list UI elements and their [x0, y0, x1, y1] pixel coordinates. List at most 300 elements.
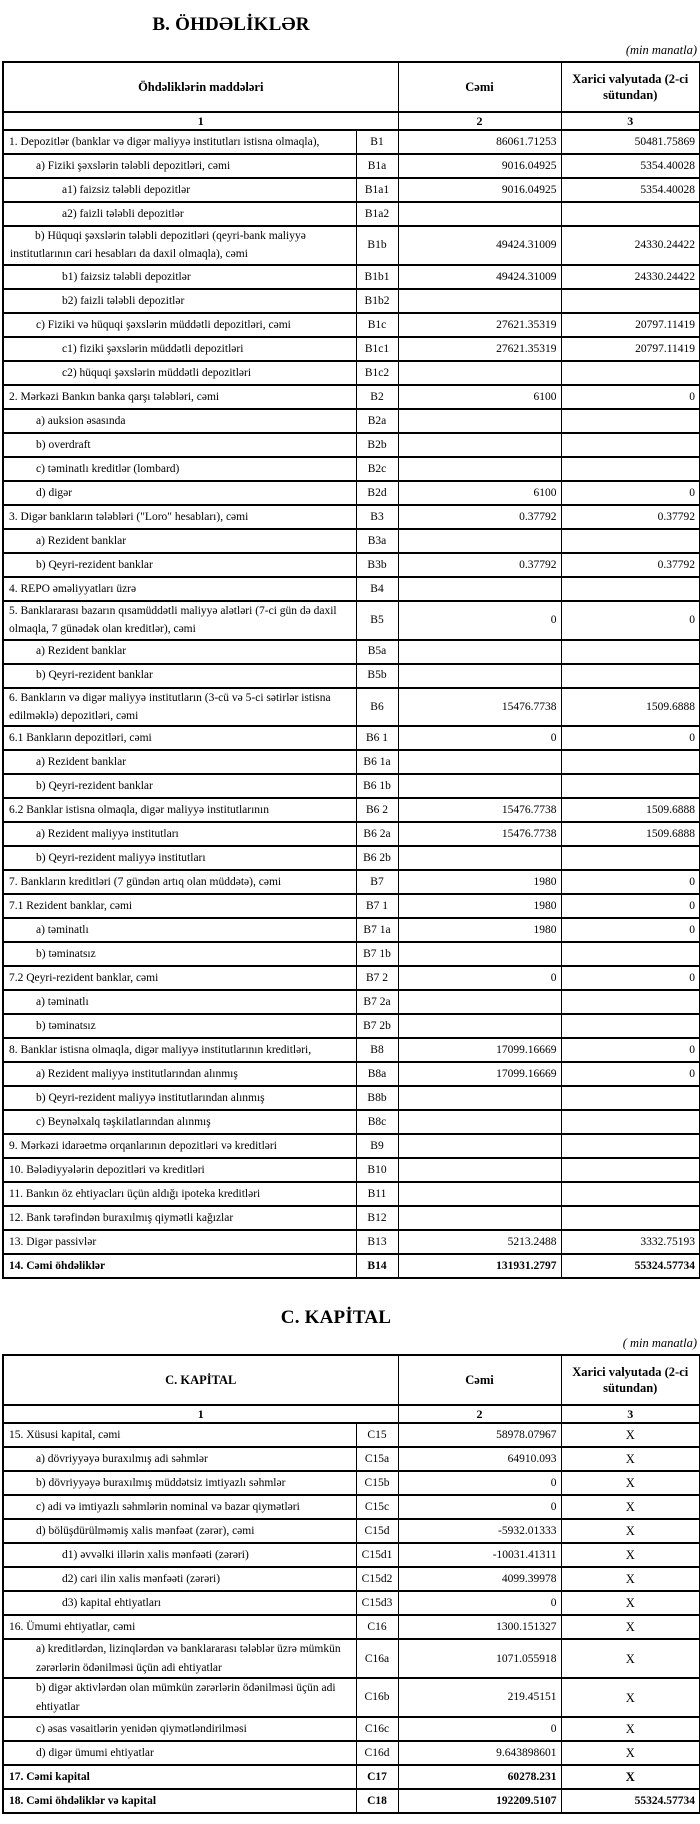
section-b-unit-note: (min manatla)	[625, 43, 697, 57]
row-fx-value	[561, 1110, 700, 1134]
table-row	[3, 313, 700, 337]
table-row	[3, 1230, 700, 1254]
row-total-value: 86061.71253	[398, 130, 561, 154]
row-code: C15b	[356, 1471, 398, 1495]
capital-fx-column-header: Xarici valyutada (2-ci sütundan)	[561, 1355, 700, 1405]
row-label: b) digər aktivlərdən olan mümkün zərərlərin ödənilməsi üçün adi ehtiyatlar	[3, 1678, 356, 1717]
row-fx-value: X	[561, 1591, 700, 1615]
row-fx-value: 55324.57734	[561, 1789, 700, 1813]
table-row	[3, 750, 700, 774]
row-fx-value: 5354.40028	[561, 154, 700, 178]
row-label: b1) faizsiz tələbli depozitlər	[3, 265, 356, 289]
table-row	[3, 1519, 700, 1543]
row-fx-value: 0	[561, 894, 700, 918]
row-code: B6 2	[356, 798, 398, 822]
row-fx-value: X	[561, 1495, 700, 1519]
row-fx-value: 0	[561, 481, 700, 505]
row-total-value	[398, 457, 561, 481]
row-fx-value: 1509.6888	[561, 822, 700, 846]
row-total-value	[398, 1206, 561, 1230]
row-label: 8. Banklar istisna olmaqla, digər maliyyə institutlarının kreditləri,	[3, 1038, 356, 1062]
row-fx-value	[561, 640, 700, 664]
row-label: a1) faizsiz tələbli depozitlər	[3, 178, 356, 202]
row-fx-value: 5354.40028	[561, 178, 700, 202]
row-fx-value: 3332.75193	[561, 1230, 700, 1254]
liabilities-total-column-header: Cəmi	[398, 62, 561, 112]
row-code: B7 1a	[356, 918, 398, 942]
row-code: C18	[356, 1789, 398, 1813]
table-row	[3, 1543, 700, 1567]
row-total-value	[398, 664, 561, 688]
capital-total-column-header: Cəmi	[398, 1355, 561, 1405]
row-fx-value: 20797.11419	[561, 337, 700, 361]
row-code: B5a	[356, 640, 398, 664]
row-label: c) əsas vəsaitlərin yenidən qiymətləndirilməsi	[3, 1717, 356, 1741]
liabilities-table-head	[3, 62, 700, 130]
row-code: B8	[356, 1038, 398, 1062]
row-fx-value: X	[561, 1639, 700, 1678]
row-code: C15	[356, 1423, 398, 1447]
row-code: B8b	[356, 1086, 398, 1110]
row-total-value	[398, 529, 561, 553]
row-label: a) dövriyyəyə buraxılmış adi səhmlər	[3, 1447, 356, 1471]
row-total-value	[398, 774, 561, 798]
row-label: 10. Bələdiyyələrin depozitləri və kreditləri	[3, 1158, 356, 1182]
row-total-value	[398, 361, 561, 385]
row-total-value: 1300.151327	[398, 1615, 561, 1639]
row-label: b) Qeyri-rezident maliyyə institutları	[3, 846, 356, 870]
table-row	[3, 1567, 700, 1591]
table-row	[3, 1495, 700, 1519]
row-label: a) Rezident banklar	[3, 750, 356, 774]
table-row	[3, 1423, 700, 1447]
row-code: C17	[356, 1765, 398, 1789]
row-total-value: 6100	[398, 481, 561, 505]
row-label: b2) faizli tələbli depozitlər	[3, 289, 356, 313]
row-fx-value	[561, 289, 700, 313]
row-label: d1) əvvəlki illərin xalis mənfəəti (zərəri)	[3, 1543, 356, 1567]
table-row	[3, 1471, 700, 1495]
row-code: C15d3	[356, 1591, 398, 1615]
table-row	[3, 505, 700, 529]
row-label: b) təminatsız	[3, 1014, 356, 1038]
row-label: 6.2 Banklar istisna olmaqla, digər maliyyə institutlarının	[3, 798, 356, 822]
row-code: B2a	[356, 409, 398, 433]
liabilities-fx-column-header: Xarici valyutada (2-ci sütundan)	[561, 62, 700, 112]
column-number-2: 2	[398, 1405, 561, 1423]
row-fx-value	[561, 846, 700, 870]
row-label: 5. Banklararası bazarın qısamüddətli maliyyə alətləri (7-ci gün də daxil olmaqla, 7 günədək olan kreditlər), cəmi	[3, 601, 356, 640]
row-total-value	[398, 1014, 561, 1038]
row-fx-value	[561, 664, 700, 688]
liabilities-table	[2, 61, 700, 1279]
row-total-value: 0	[398, 1471, 561, 1495]
row-total-value	[398, 1182, 561, 1206]
row-label: 14. Cəmi öhdəliklər	[3, 1254, 356, 1278]
row-fx-value: 1509.6888	[561, 688, 700, 727]
table-row	[3, 798, 700, 822]
liabilities-items-column-header: Öhdəliklərin maddələri	[3, 62, 398, 112]
row-code: B6 1	[356, 726, 398, 750]
row-total-value: 192209.5107	[398, 1789, 561, 1813]
table-row	[3, 688, 700, 727]
row-label: c) təminatlı kreditlər (lombard)	[3, 457, 356, 481]
capital-column-number-row	[3, 1405, 700, 1423]
row-total-value: 9.643898601	[398, 1741, 561, 1765]
row-label: 16. Ümumi ehtiyatlar, cəmi	[3, 1615, 356, 1639]
row-code: C15d2	[356, 1567, 398, 1591]
table-row	[3, 1110, 700, 1134]
row-total-value	[398, 750, 561, 774]
row-label: d) digər ümumi ehtiyatlar	[3, 1741, 356, 1765]
row-label: a) kreditlərdən, lizinqlərdən və banklararası tələblər üzrə mümkün zərərlərin ödənilməsi üçün adi ehtiyatlar	[3, 1639, 356, 1678]
row-fx-value: X	[561, 1543, 700, 1567]
row-total-value: 49424.31009	[398, 265, 561, 289]
row-label: b) təminatsız	[3, 942, 356, 966]
row-code: B7 1	[356, 894, 398, 918]
table-row	[3, 289, 700, 313]
row-total-value	[398, 289, 561, 313]
row-label: 6. Bankların və digər maliyyə institutların (3-cü və 5-ci sətirlər istisna edilməklə) depozitləri, cəmi	[3, 688, 356, 727]
row-label: 4. REPO əməliyyatları üzrə	[3, 577, 356, 601]
row-total-value: 15476.7738	[398, 798, 561, 822]
row-code: B5	[356, 601, 398, 640]
row-label: a) təminatlı	[3, 918, 356, 942]
row-label: 2. Mərkəzi Bankın banka qarşı tələbləri, cəmi	[3, 385, 356, 409]
row-total-value: 4099.39978	[398, 1567, 561, 1591]
row-fx-value: 0	[561, 918, 700, 942]
section-c-unit-note: ( min manatla)	[622, 1336, 697, 1351]
table-row	[3, 640, 700, 664]
table-row	[3, 577, 700, 601]
row-fx-value: 0	[561, 1062, 700, 1086]
row-fx-value: 55324.57734	[561, 1254, 700, 1278]
row-code: B3a	[356, 529, 398, 553]
row-fx-value	[561, 774, 700, 798]
row-label: b) Qeyri-rezident maliyyə institutlarından alınmış	[3, 1086, 356, 1110]
row-code: B7 2a	[356, 990, 398, 1014]
row-total-value	[398, 433, 561, 457]
row-total-value: 1980	[398, 870, 561, 894]
row-fx-value: X	[561, 1615, 700, 1639]
row-code: B6	[356, 688, 398, 727]
column-number-1: 1	[3, 1405, 398, 1423]
row-code: B1b2	[356, 289, 398, 313]
column-number-2: 2	[398, 112, 561, 130]
row-label: b) Qeyri-rezident banklar	[3, 774, 356, 798]
row-total-value	[398, 990, 561, 1014]
table-row	[3, 337, 700, 361]
row-code: C15c	[356, 1495, 398, 1519]
row-code: B1a	[356, 154, 398, 178]
table-row	[3, 202, 700, 226]
table-row	[3, 1014, 700, 1038]
row-fx-value: X	[561, 1519, 700, 1543]
row-total-value	[398, 640, 561, 664]
table-row	[3, 457, 700, 481]
row-total-value: 17099.16669	[398, 1038, 561, 1062]
column-number-3: 3	[561, 1405, 700, 1423]
row-total-value: 64910.093	[398, 1447, 561, 1471]
row-code: B4	[356, 577, 398, 601]
row-total-value: 0	[398, 726, 561, 750]
row-fx-value: X	[561, 1567, 700, 1591]
row-code: B6 1b	[356, 774, 398, 798]
row-code: C15d1	[356, 1543, 398, 1567]
row-fx-value	[561, 577, 700, 601]
capital-items-column-header: C. KAPİTAL	[3, 1355, 398, 1405]
row-total-value: 60278.231	[398, 1765, 561, 1789]
table-row	[3, 966, 700, 990]
table-row	[3, 918, 700, 942]
table-row	[3, 226, 700, 265]
liabilities-column-number-row	[3, 112, 700, 130]
row-code: B2c	[356, 457, 398, 481]
section-b-title: B. ÖHDƏLİKLƏR	[152, 14, 310, 35]
row-total-value: 131931.2797	[398, 1254, 561, 1278]
row-fx-value	[561, 433, 700, 457]
row-code: B3b	[356, 553, 398, 577]
row-label: 6.1 Bankların depozitləri, cəmi	[3, 726, 356, 750]
row-fx-value	[561, 1158, 700, 1182]
row-total-value	[398, 1110, 561, 1134]
row-fx-value: X	[561, 1765, 700, 1789]
row-label: a) Rezident banklar	[3, 640, 356, 664]
row-fx-value: 24330.24422	[561, 265, 700, 289]
table-row	[3, 894, 700, 918]
row-label: b) overdraft	[3, 433, 356, 457]
row-fx-value	[561, 457, 700, 481]
row-label: b) Qeyri-rezident banklar	[3, 664, 356, 688]
row-total-value: 0	[398, 1591, 561, 1615]
row-total-value: 0	[398, 1717, 561, 1741]
row-total-value	[398, 409, 561, 433]
row-total-value	[398, 1158, 561, 1182]
table-row	[3, 1182, 700, 1206]
row-total-value: 9016.04925	[398, 178, 561, 202]
table-row	[3, 1254, 700, 1278]
row-label: 1. Depozitlər (banklar və digər maliyyə institutları istisna olmaqla),	[3, 130, 356, 154]
table-row	[3, 385, 700, 409]
capital-table-head	[3, 1355, 700, 1423]
row-fx-value	[561, 990, 700, 1014]
table-row	[3, 726, 700, 750]
row-code: B1c2	[356, 361, 398, 385]
row-fx-value: 0	[561, 966, 700, 990]
table-row	[3, 178, 700, 202]
row-fx-value: X	[561, 1678, 700, 1717]
row-total-value: 1071.055918	[398, 1639, 561, 1678]
row-code: B3	[356, 505, 398, 529]
row-total-value: 6100	[398, 385, 561, 409]
row-total-value: 27621.35319	[398, 313, 561, 337]
row-label: a2) faizli tələbli depozitlər	[3, 202, 356, 226]
table-row	[3, 1741, 700, 1765]
row-fx-value: X	[561, 1447, 700, 1471]
table-row	[3, 1062, 700, 1086]
table-row	[3, 1206, 700, 1230]
row-total-value: 15476.7738	[398, 822, 561, 846]
row-label: d) digər	[3, 481, 356, 505]
row-fx-value: X	[561, 1471, 700, 1495]
row-fx-value	[561, 1182, 700, 1206]
table-row	[3, 1086, 700, 1110]
row-code: C16	[356, 1615, 398, 1639]
row-label: a) auksion əsasında	[3, 409, 356, 433]
row-total-value: -5932.01333	[398, 1519, 561, 1543]
table-row	[3, 664, 700, 688]
row-label: a) Rezident maliyyə institutları	[3, 822, 356, 846]
row-label: c) adi və imtiyazlı səhmlərin nominal və bazar qiymətləri	[3, 1495, 356, 1519]
row-fx-value: X	[561, 1741, 700, 1765]
table-row	[3, 154, 700, 178]
row-code: B9	[356, 1134, 398, 1158]
row-label: 12. Bank tərəfindən buraxılmış qiymətli kağızlar	[3, 1206, 356, 1230]
row-code: B6 2a	[356, 822, 398, 846]
table-row	[3, 1158, 700, 1182]
row-fx-value	[561, 1206, 700, 1230]
table-row	[3, 409, 700, 433]
row-total-value	[398, 202, 561, 226]
table-row	[3, 265, 700, 289]
table-row	[3, 130, 700, 154]
row-code: B10	[356, 1158, 398, 1182]
row-code: B6 1a	[356, 750, 398, 774]
row-code: B14	[356, 1254, 398, 1278]
table-row	[3, 1615, 700, 1639]
row-total-value: 1980	[398, 918, 561, 942]
row-code: B5b	[356, 664, 398, 688]
liabilities-table-body	[3, 130, 700, 1278]
row-code: B1a1	[356, 178, 398, 202]
row-total-value: 9016.04925	[398, 154, 561, 178]
table-row	[3, 990, 700, 1014]
row-label: 9. Mərkəzi idarəetmə orqanlarının depozitləri və kreditləri	[3, 1134, 356, 1158]
row-code: C16a	[356, 1639, 398, 1678]
row-label: a) Rezident banklar	[3, 529, 356, 553]
row-code: C15d	[356, 1519, 398, 1543]
table-row	[3, 1639, 700, 1678]
row-total-value: 27621.35319	[398, 337, 561, 361]
row-code: B11	[356, 1182, 398, 1206]
row-code: B7 2	[356, 966, 398, 990]
table-row	[3, 822, 700, 846]
row-label: b) Hüquqi şəxslərin tələbli depozitləri (qeyri-bank maliyyə institutlarının cari hesabları da daxil olmaqla), cəmi	[3, 226, 356, 265]
row-fx-value	[561, 1134, 700, 1158]
row-fx-value	[561, 409, 700, 433]
row-label: 17. Cəmi kapital	[3, 1765, 356, 1789]
row-label: d) bölüşdürülməmiş xalis mənfəət (zərər), cəmi	[3, 1519, 356, 1543]
table-row	[3, 1765, 700, 1789]
row-label: a) təminatlı	[3, 990, 356, 1014]
table-row	[3, 1134, 700, 1158]
row-code: B13	[356, 1230, 398, 1254]
row-total-value	[398, 846, 561, 870]
row-fx-value	[561, 361, 700, 385]
row-fx-value	[561, 750, 700, 774]
column-number-3: 3	[561, 112, 700, 130]
capital-table	[2, 1354, 700, 1814]
row-code: B1b1	[356, 265, 398, 289]
row-total-value: 0	[398, 1495, 561, 1519]
row-total-value	[398, 577, 561, 601]
row-code: B6 2b	[356, 846, 398, 870]
row-code: C16d	[356, 1741, 398, 1765]
row-code: B8c	[356, 1110, 398, 1134]
row-fx-value	[561, 942, 700, 966]
row-code: B2d	[356, 481, 398, 505]
row-label: b) dövriyyəyə buraxılmış müddətsiz imtiyazlı səhmlər	[3, 1471, 356, 1495]
row-code: B2	[356, 385, 398, 409]
row-label: a) Rezident maliyyə institutlarından alınmış	[3, 1062, 356, 1086]
row-fx-value: 20797.11419	[561, 313, 700, 337]
table-row	[3, 601, 700, 640]
row-code: B7 2b	[356, 1014, 398, 1038]
table-row	[3, 361, 700, 385]
row-fx-value: 1509.6888	[561, 798, 700, 822]
row-label: 11. Bankın öz ehtiyacları üçün aldığı ipoteka kreditləri	[3, 1182, 356, 1206]
table-row	[3, 1038, 700, 1062]
row-code: B1a2	[356, 202, 398, 226]
capital-header-row	[3, 1355, 700, 1405]
row-fx-value: 24330.24422	[561, 226, 700, 265]
row-fx-value	[561, 1086, 700, 1110]
row-label: c) Fiziki və hüquqi şəxslərin müddətli depozitləri, cəmi	[3, 313, 356, 337]
row-code: C15a	[356, 1447, 398, 1471]
row-label: 7. Bankların kreditləri (7 gündən artıq olan müddətə), cəmi	[3, 870, 356, 894]
row-total-value	[398, 1134, 561, 1158]
row-label: c) Beynəlxalq təşkilatlarından alınmış	[3, 1110, 356, 1134]
table-row	[3, 846, 700, 870]
row-fx-value: 0	[561, 1038, 700, 1062]
row-total-value: 1980	[398, 894, 561, 918]
row-fx-value: 0	[561, 385, 700, 409]
row-total-value: 17099.16669	[398, 1062, 561, 1086]
table-row	[3, 553, 700, 577]
row-fx-value: X	[561, 1423, 700, 1447]
row-code: B8a	[356, 1062, 398, 1086]
row-total-value: 58978.07967	[398, 1423, 561, 1447]
table-row	[3, 529, 700, 553]
row-total-value: 219.45151	[398, 1678, 561, 1717]
row-fx-value: 0.37792	[561, 553, 700, 577]
table-row	[3, 433, 700, 457]
row-label: 3. Digər bankların tələbləri ("Loro" hesabları), cəmi	[3, 505, 356, 529]
row-label: a) Fiziki şəxslərin tələbli depozitləri, cəmi	[3, 154, 356, 178]
row-total-value	[398, 942, 561, 966]
row-label: 7.1 Rezident banklar, cəmi	[3, 894, 356, 918]
row-fx-value: 0	[561, 870, 700, 894]
table-row	[3, 942, 700, 966]
row-label: d3) kapital ehtiyatları	[3, 1591, 356, 1615]
row-code: B12	[356, 1206, 398, 1230]
capital-table-body	[3, 1423, 700, 1813]
table-row	[3, 1591, 700, 1615]
row-fx-value	[561, 1014, 700, 1038]
row-code: B1	[356, 130, 398, 154]
row-label: d2) cari ilin xalis mənfəəti (zərəri)	[3, 1567, 356, 1591]
row-code: B1b	[356, 226, 398, 265]
row-code: C16b	[356, 1678, 398, 1717]
row-total-value: 0.37792	[398, 553, 561, 577]
row-fx-value: X	[561, 1717, 700, 1741]
row-fx-value: 0	[561, 726, 700, 750]
row-label: 18. Cəmi öhdəliklər və kapital	[3, 1789, 356, 1813]
liabilities-header-row	[3, 62, 700, 112]
row-label: 13. Digər passivlər	[3, 1230, 356, 1254]
row-code: B1c1	[356, 337, 398, 361]
row-label: 7.2 Qeyri-rezident banklar, cəmi	[3, 966, 356, 990]
